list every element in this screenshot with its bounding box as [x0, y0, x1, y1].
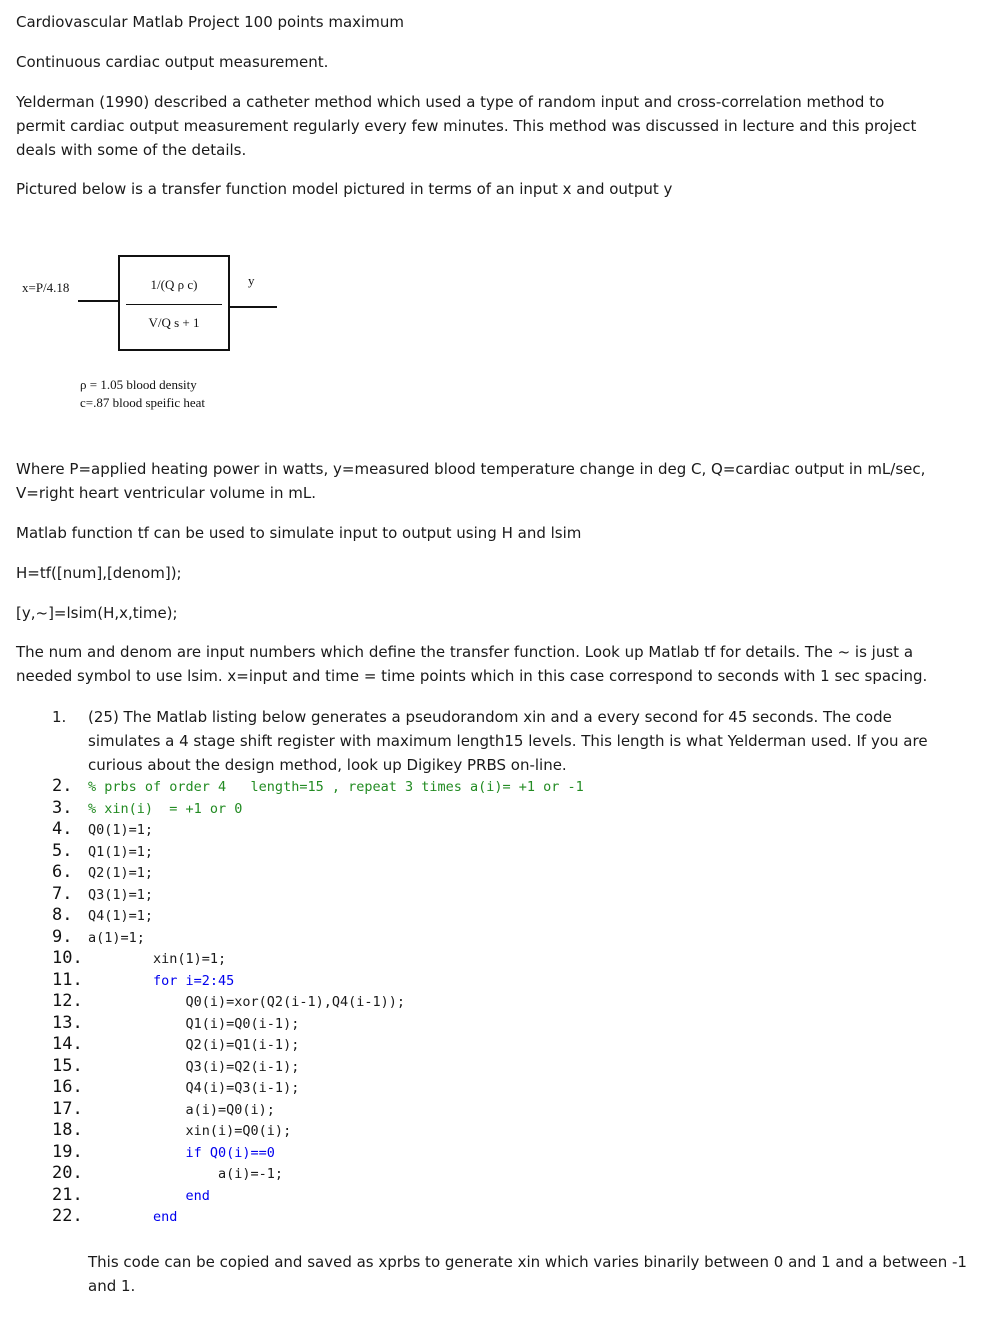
code-line: [52, 991, 952, 1013]
code-line-number: 2.: [52, 776, 73, 796]
code-line: [52, 970, 952, 992]
page-title: Cardiovascular Matlab Project 100 points maximum: [16, 13, 404, 31]
code-line-text: Q1(i)=Q0(i-1);: [88, 1015, 300, 1032]
numerator: 1/(Q ρ c): [150, 277, 198, 292]
code-line: [52, 1120, 952, 1142]
where-paragraph: Where P=applied heating power in watts, y=measured blood temperature change in deg C, Q=cardiac output in mL/sec, V=right heart ventricular volume in mL.: [16, 460, 926, 502]
code-line-number: 7.: [52, 883, 73, 904]
code-line: [52, 1034, 952, 1056]
code-line: [52, 1185, 952, 1207]
code-line: [52, 884, 952, 906]
code-line: [52, 948, 952, 970]
code-line-text: Q0(i)=xor(Q2(i-1),Q4(i-1));: [88, 994, 405, 1010]
list-item-1-text: (25) The Matlab listing below generates a pseudorandom xin and a every second for 45 seconds. The code simulates a 4 stage shift register with maximum length15 levels. This length is what Yelderman used. If you are curious about the design method, look up Digikey PRBS on-line.: [88, 708, 928, 774]
code-line: [52, 1142, 952, 1164]
input-line: [78, 300, 118, 302]
code-line-number: 5.: [52, 840, 73, 861]
code-line-text: Q2(i)=Q1(i-1);: [88, 1037, 300, 1053]
num-denom-paragraph: The num and denom are input numbers which define the transfer function. Look up Matlab tf for details. The ~ is just a needed symbol to use lsim. x=input and time = time points which in this case correspond to seconds with 1 sec spacing.: [16, 643, 928, 685]
code-line-number: 21.: [52, 1184, 83, 1205]
code-line-text: Q2(1)=1;: [88, 865, 154, 881]
code-line: [52, 862, 952, 884]
transfer-block: [118, 255, 230, 351]
c-note: c=.87 blood speific heat: [80, 395, 206, 410]
code-line-text: Q1(1)=1;: [88, 843, 154, 860]
code-line-text: % prbs of order 4 length=15 , repeat 3 times a(i)= +1 or -1: [88, 779, 584, 795]
code-line-text: end: [88, 1209, 178, 1225]
code-line: [52, 819, 952, 841]
closing-paragraph: This code can be copied and saved as xprbs to generate xin which varies binarily between 0 and 1 and a between -1 and 1.: [88, 1253, 967, 1295]
code-listing: [52, 776, 952, 1228]
code-line-number: 14.: [52, 1034, 83, 1054]
code-line-text: xin(1)=1;: [88, 951, 227, 967]
code-line-number: 12.: [52, 991, 83, 1011]
subtitle: Continuous cardiac output measurement.: [16, 53, 329, 71]
pictured-paragraph: Pictured below is a transfer function model pictured in terms of an input x and output y: [16, 180, 673, 198]
code-line-number: 17.: [52, 1098, 83, 1119]
rho-note: ρ = 1.05 blood density: [80, 377, 197, 392]
code-line: [52, 841, 952, 863]
code-line-text: end: [88, 1187, 210, 1204]
denominator: V/Q s + 1: [148, 315, 200, 330]
code-line-text: xin(i)=Q0(i);: [88, 1123, 292, 1139]
code-line-text: for i=2:45: [88, 972, 235, 989]
code-line-number: 6.: [52, 862, 73, 882]
code-line-number: 9.: [52, 926, 73, 947]
equation-tf: H=tf([num],[denom]);: [16, 564, 182, 582]
code-line-number: 13.: [52, 1012, 83, 1033]
code-line-text: if Q0(i)==0: [88, 1144, 275, 1161]
code-line: [52, 1013, 952, 1035]
code-line-text: a(i)=Q0(i);: [88, 1101, 275, 1118]
code-line-number: 20.: [52, 1163, 83, 1183]
code-line: [52, 1077, 952, 1099]
code-line-number: 3.: [52, 797, 73, 818]
tf-paragraph: Matlab function tf can be used to simulate input to output using H and lsim: [16, 524, 582, 542]
code-line-number: 15.: [52, 1055, 83, 1076]
code-line-number: 16.: [52, 1077, 83, 1097]
code-line-number: 11.: [52, 969, 83, 990]
code-line-text: a(i)=-1;: [88, 1166, 284, 1182]
code-line-number: 8.: [52, 905, 73, 925]
code-line: [52, 776, 952, 798]
code-line: [52, 1163, 952, 1185]
code-line: [52, 927, 952, 949]
code-line-text: a(1)=1;: [88, 929, 145, 946]
code-line: [52, 905, 952, 927]
code-line-number: 18.: [52, 1120, 83, 1140]
code-line: [52, 1056, 952, 1078]
output-label: y: [248, 273, 255, 288]
code-line-number: 22.: [52, 1206, 83, 1226]
code-line: [52, 1099, 952, 1121]
code-line-text: Q3(i)=Q2(i-1);: [88, 1058, 300, 1075]
code-line-text: % xin(i) = +1 or 0: [88, 800, 243, 817]
code-line-number: 10.: [52, 948, 83, 968]
intro-paragraph: Yelderman (1990) described a catheter method which used a type of random input and cross-correlation method to permit cardiac output measurement regularly every few minutes. This method was discussed in lecture and this project deals with some of the details.: [16, 93, 917, 159]
code-line: [52, 798, 952, 820]
code-line-text: Q4(i)=Q3(i-1);: [88, 1080, 300, 1096]
fraction-bar: [126, 304, 222, 305]
code-line-text: Q3(1)=1;: [88, 886, 154, 903]
input-label: x=P/4.18: [22, 280, 70, 295]
list-number-1: 1.: [52, 708, 67, 726]
equation-lsim: [y,~]=lsim(H,x,time);: [16, 604, 178, 622]
code-line-number: 19.: [52, 1141, 83, 1162]
code-line: [52, 1206, 952, 1228]
output-line: [230, 306, 277, 308]
code-line-text: Q0(1)=1;: [88, 822, 154, 838]
code-line-number: 4.: [52, 819, 73, 839]
code-line-text: Q4(1)=1;: [88, 908, 154, 924]
